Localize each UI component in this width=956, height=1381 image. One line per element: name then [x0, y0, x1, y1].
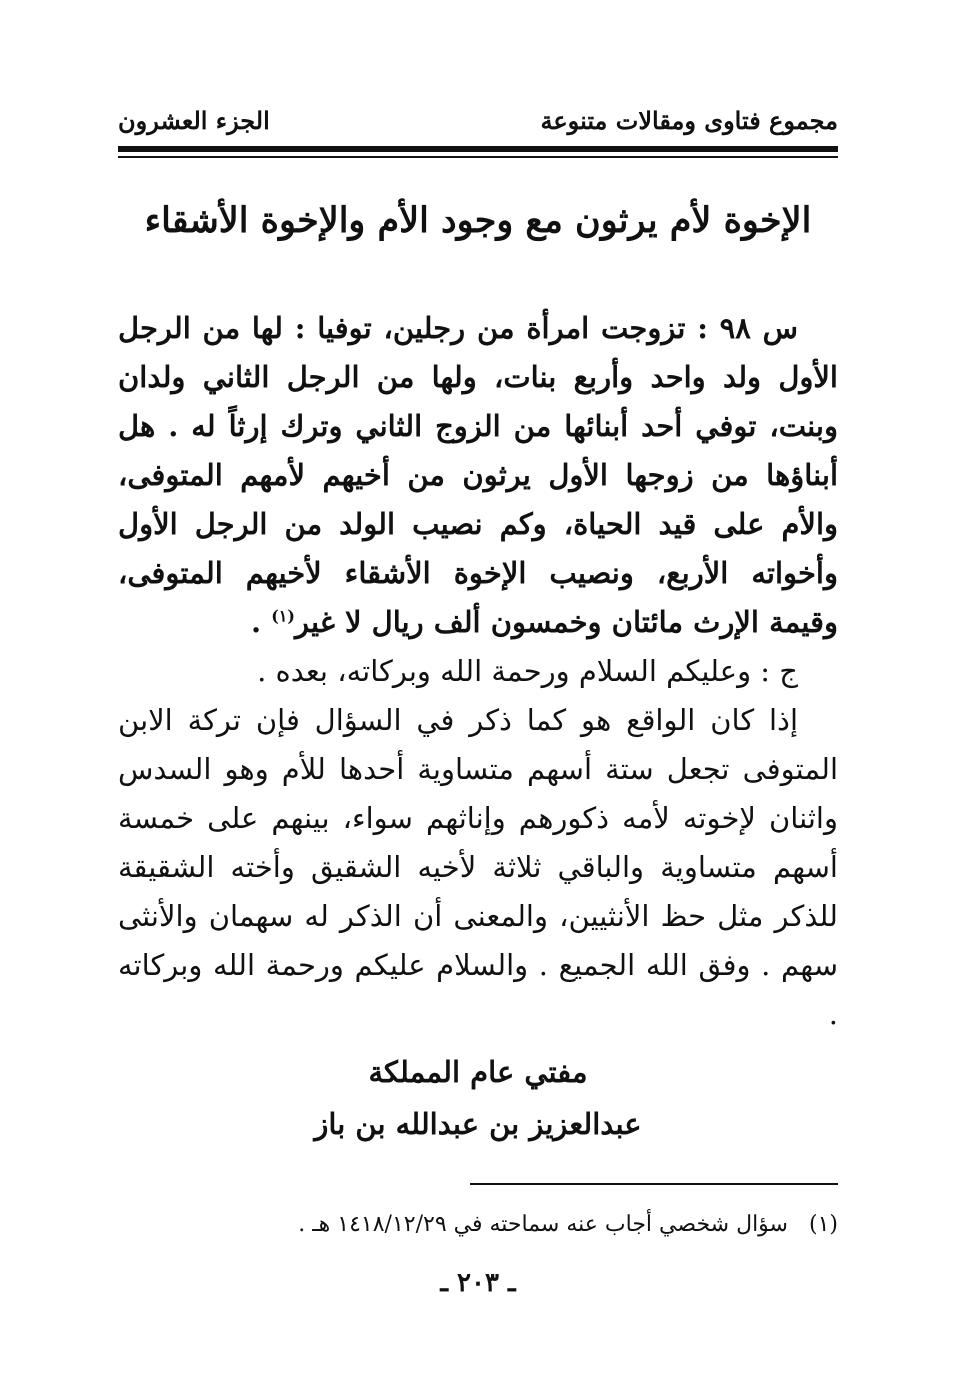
volume-label: الجزء العشرون	[118, 105, 270, 135]
footnote	[118, 1208, 838, 1242]
signature-block	[118, 1046, 838, 1150]
answer-paragraph: إذا كان الواقع هو كما ذكر في السؤال فإن تركة الابن المتوفى تجعل ستة أسهم متساوية أحدها للأم وهو السدس واثنان لإخوته لأمه ذكورهم وإناثهم سواء، بينهم على خمسة أسهم متساوية والباقي ثلاثة لأخيه الشقيق وأخته الشقيقة للذكر مثل حظ الأنثيين، والمعنى أن الذكر له سهمان والأنثى سهم . وفق الله الجميع . والسلام عليكم ورحمة الله وبركاته .	[118, 703, 838, 1031]
fatwa-title: الإخوة لأم يرثون مع وجود الأم والإخوة الأشقاء	[144, 200, 812, 241]
signature-position: مفتي عام المملكة	[368, 1055, 588, 1089]
question-text: س ٩٨ : تزوجت امرأة من رجلين، توفيا : لها من الرجل الأول ولد واحد وأربع بنات، ولها من الرجل الثاني ولدان وبنت، توفي أحد أبنائها من الزوج الثاني وترك إرثاً له . هل أبناؤها من زوجها الأول يرثون من أخيهم لأمهم المتوفى، والأم على قيد الحياة، وكم نصيب الولد من الرجل الأول وأخواته الأربع، ونصيب الإخوة الأشقاء لأخيهم المتوفى، وقيمة الإرث مائتان وخمسون ألف ريال لا غير	[118, 311, 838, 639]
question-end: .	[251, 605, 272, 639]
answer-intro: ج : وعليكم السلام ورحمة الله وبركاته، بعده .	[257, 654, 798, 688]
footnote-rule	[470, 1183, 838, 1185]
question-paragraph	[118, 304, 838, 647]
footnote-marker: (١)	[808, 1212, 838, 1237]
header-rule-thick	[118, 146, 838, 152]
fatwa-body	[118, 304, 838, 1039]
header-rule-thin	[118, 156, 838, 158]
signature-name: عبدالعزيز بن عبدالله بن باز	[314, 1107, 642, 1141]
book-title: مجموع فتاوى ومقالات متنوعة	[540, 105, 838, 135]
running-header	[118, 100, 838, 140]
footnote-text: سؤال شخصي أجاب عنه سماحته في ١٤١٨/١٢/٢٩ هـ .	[298, 1212, 788, 1237]
page-number: ـ ٢٠٣ ـ	[440, 1268, 516, 1298]
footnote-reference: (١)	[271, 606, 295, 626]
